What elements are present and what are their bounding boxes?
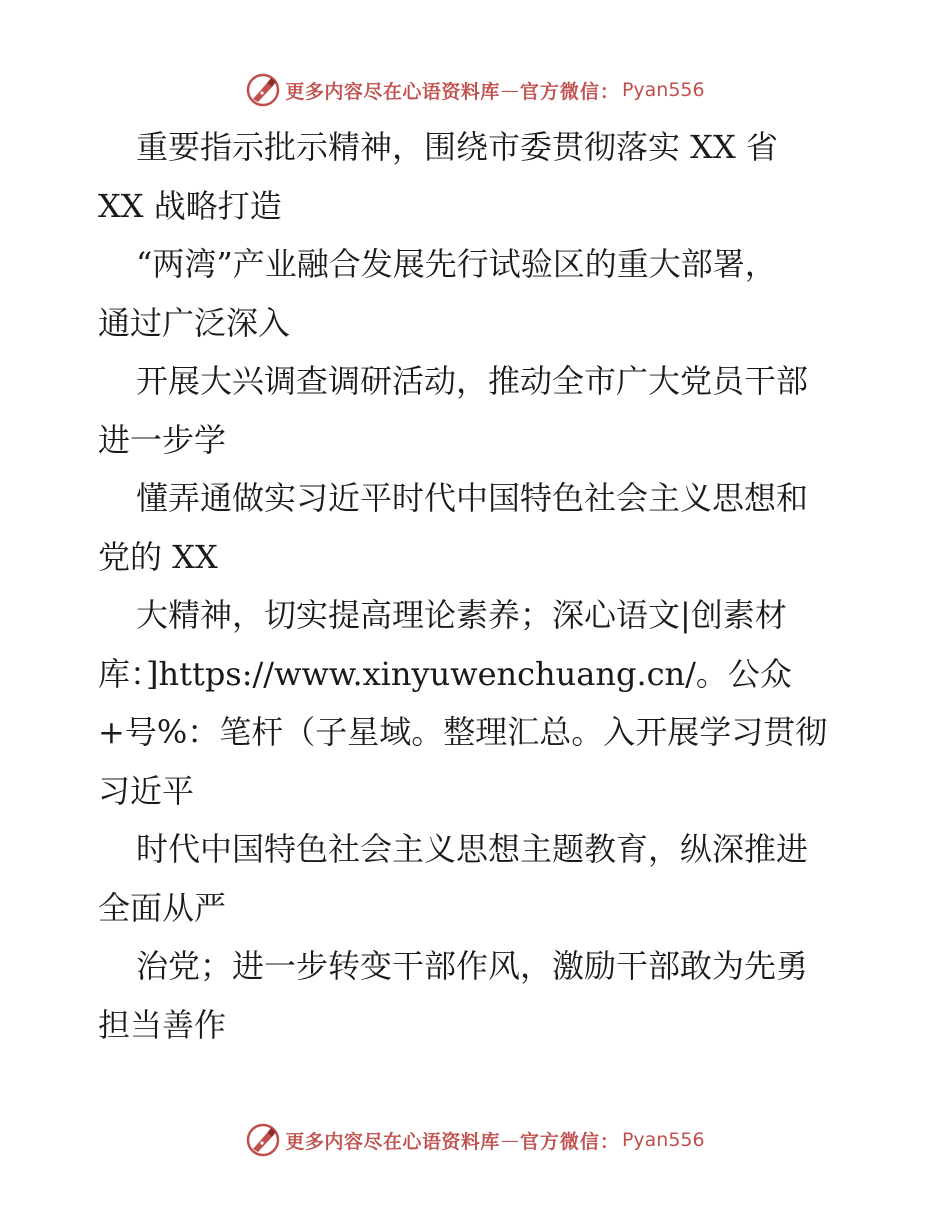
text-line: 进一步学 — [98, 420, 227, 459]
text-line: 库：]https://www.xinyuwenchuang.cn/。公众 — [98, 654, 792, 693]
text-line: “两湾”产业融合发展先行试验区的重大部署， — [136, 245, 777, 283]
watermark-separator: — — [500, 79, 519, 101]
text-line: 时代中国特色社会主义思想主题教育，纵深推进 — [136, 830, 809, 868]
pen-nib-logo-icon — [245, 1122, 281, 1158]
header-watermark — [0, 70, 950, 110]
watermark-separator: — — [500, 1129, 519, 1151]
text-line: 习近平 — [98, 771, 195, 810]
pen-nib-logo-icon — [245, 72, 281, 108]
watermark-official-label: 官方微信： — [519, 1130, 620, 1153]
watermark-brand: 更多内容尽在心语资料库 — [285, 80, 500, 103]
text-line: 懂弄通做实习近平时代中国特色社会主义思想和 — [136, 479, 809, 517]
document-body — [98, 118, 868, 1054]
text-line: 党的 XX — [98, 537, 218, 576]
text-line: 重要指示批示精神，围绕市委贯彻落实 XX 省 — [136, 128, 778, 166]
watermark-wechat-id: Pyan556 — [621, 79, 705, 101]
watermark-brand: 更多内容尽在心语资料库 — [285, 1130, 500, 1153]
watermark-official-label: 官方微信： — [519, 80, 620, 103]
watermark-wechat-id: Pyan556 — [621, 1129, 705, 1151]
text-line: 担当善作 — [98, 1005, 227, 1044]
text-line: 全面从严 — [98, 888, 227, 927]
text-line: 通过广泛深入 — [98, 303, 291, 342]
text-line: XX 战略打造 — [98, 186, 282, 225]
text-line: 治党；进一步转变干部作风，激励干部敢为先勇 — [136, 947, 809, 985]
text-line: 大精神，切实提高理论素养；深心语文|创素材 — [136, 596, 787, 634]
footer-watermark — [0, 1120, 950, 1160]
text-line: +号%：笔杆（子星域。整理汇总。入开展学习贯彻 — [98, 713, 828, 751]
text-line: 开展大兴调查调研活动，推动全市广大党员干部 — [136, 362, 809, 400]
